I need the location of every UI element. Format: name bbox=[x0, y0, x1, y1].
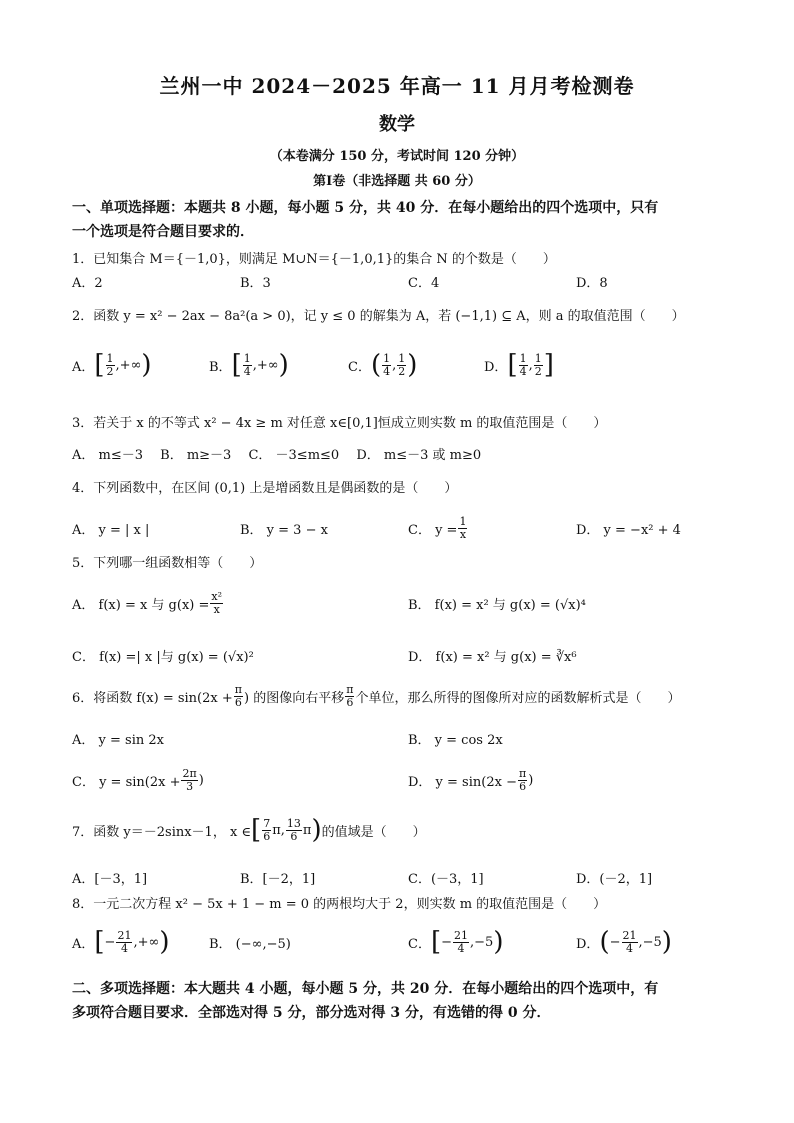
q6-stem-mid: ) 的图像向右平移 bbox=[243, 690, 345, 706]
q8-option-c bbox=[408, 922, 503, 962]
q8-d-label: D． bbox=[576, 936, 600, 952]
comma: , bbox=[528, 357, 533, 373]
q4-stem: 4．下列函数中，在区间 (0,1) 上是增函数且是偶函数的是（ ） bbox=[72, 481, 458, 496]
bracket-left: [ bbox=[94, 350, 105, 380]
section2-line2: 多项符合题目要求．全部选对得 5 分，部分选对得 3 分，有选错的得 0 分． bbox=[72, 1005, 551, 1021]
minus: − bbox=[609, 934, 621, 950]
q7-option-c: C．(－3，1] bbox=[408, 871, 484, 887]
minus-five: ,−5 bbox=[638, 934, 662, 950]
q7-option-b: B．[－2，1] bbox=[240, 871, 316, 887]
comma: , bbox=[392, 357, 397, 373]
section1-line1: 一、单项选择题：本题共 8 小题，每小题 5 分，共 40 分．在每小题给出的四个选项中，只有 bbox=[72, 200, 659, 216]
section1-line2: 一个选项是符合题目要求的． bbox=[72, 224, 254, 240]
q4-option-d: D． y = −x² + 4 bbox=[576, 522, 681, 538]
q8-option-d bbox=[576, 922, 672, 962]
q2-d-label: D． bbox=[484, 359, 508, 375]
q1-option-d: D．8 bbox=[576, 275, 608, 291]
q8-options bbox=[72, 922, 732, 962]
paren-right: ) bbox=[278, 350, 289, 380]
fraction: $\frac{1}{2}$ bbox=[534, 351, 542, 378]
q6-c-post: ) bbox=[198, 772, 204, 788]
q5-option-a bbox=[72, 583, 224, 623]
fraction: $\frac{21}{4}$ bbox=[454, 928, 469, 955]
paren-left: ( bbox=[599, 927, 610, 957]
q6-options-row1 bbox=[72, 724, 732, 752]
q8-stem: 8．一元二次方程 x² − 5x + 1 − m = 0 的两根均大于 2，则实数 m 的取值范围是（ ） bbox=[72, 897, 607, 912]
q6-stem-post: 个单位，那么所得的图像所对应的函数解析式是（ ） bbox=[355, 690, 681, 706]
q4-option-a: A． y = | x | bbox=[72, 522, 150, 538]
q3-options: A． m≤－3 B． m≥－3 C． －3≤m≤0 D． m≤－3 或 m≥0 bbox=[72, 448, 482, 463]
bracket-left: [ bbox=[507, 350, 518, 380]
q4-option-c bbox=[408, 508, 468, 548]
q5-stem: 5．下列哪一组函数相等（ ） bbox=[72, 556, 263, 571]
q7-stem-text bbox=[72, 810, 426, 850]
subject-title: 数学 bbox=[379, 114, 415, 135]
fraction: $\frac{\pi}{6}$ bbox=[346, 682, 354, 709]
q2-option-b bbox=[209, 345, 289, 385]
q5-a-prefix: A． f(x) = x 与 g(x) = bbox=[72, 597, 210, 613]
q2-c-label: C． bbox=[348, 359, 371, 375]
fraction: $\frac{13}{6}$ bbox=[286, 816, 301, 843]
fraction: $\frac{21}{4}$ bbox=[622, 928, 637, 955]
q5-options-row1 bbox=[72, 583, 732, 623]
q5-options-row2 bbox=[72, 637, 732, 673]
pi: π bbox=[302, 822, 312, 838]
q5-option-d: D． f(x) = x² 与 g(x) = ∛x⁶ bbox=[408, 649, 577, 665]
fraction: $\frac{\pi}{6}$ bbox=[518, 766, 527, 793]
q7-option-d: D．(－2，1] bbox=[576, 871, 653, 887]
q2-stem: 2．函数 y = x² − 2ax − 8a²(a > 0)，记 y ≤ 0 的解集为 A，若 (−1,1) ⊆ A，则 a 的取值范围（ ） bbox=[72, 309, 685, 324]
q6-stem-text bbox=[72, 678, 680, 714]
bracket-left: [ bbox=[231, 350, 242, 380]
infinity: ,+∞ bbox=[115, 357, 142, 373]
q4-option-b: B． y = 3 − x bbox=[240, 522, 328, 538]
exam-title: 兰州一中 2024－2025 年高一 11 月月考检测卷 bbox=[159, 74, 635, 98]
section2-heading bbox=[72, 977, 732, 1025]
fraction: $\frac{1}{2}$ bbox=[398, 351, 406, 378]
q6-options-row2 bbox=[72, 760, 732, 800]
paren-right: ) bbox=[141, 350, 152, 380]
q8-a-label: A． bbox=[72, 936, 95, 952]
q1-option-c: C．4 bbox=[408, 275, 440, 291]
fraction: $\frac{1}{2}$ bbox=[106, 351, 114, 378]
q8-option-a bbox=[72, 922, 169, 962]
q4-options bbox=[72, 508, 732, 548]
q1-options bbox=[72, 270, 732, 292]
infinity: ,+∞ bbox=[252, 357, 279, 373]
paren-right: ) bbox=[159, 927, 170, 957]
paren-right: ) bbox=[407, 350, 418, 380]
q2-a-label: A． bbox=[72, 359, 95, 375]
q2-option-d bbox=[484, 345, 554, 385]
infinity: ,+∞ bbox=[133, 934, 160, 950]
q6-stem bbox=[72, 678, 732, 714]
q1-option-a: A．2 bbox=[72, 275, 103, 291]
paren-right: ) bbox=[311, 815, 322, 845]
minus: − bbox=[104, 934, 116, 950]
q6-c-pre: C． y = sin(2x + bbox=[72, 774, 181, 790]
fraction: $\frac{21}{4}$ bbox=[117, 928, 132, 955]
fraction: $\frac{7}{6}$ bbox=[263, 816, 271, 843]
fraction: $\frac{1}{4}$ bbox=[243, 351, 251, 378]
bracket-left: [ bbox=[430, 927, 442, 957]
q6-option-a: A． y = sin 2x bbox=[72, 732, 164, 748]
q8-c-label: C． bbox=[408, 936, 431, 952]
q2-b-label: B． bbox=[209, 359, 232, 375]
q1-option-b: B．3 bbox=[240, 275, 271, 291]
q6-d-post: ) bbox=[528, 772, 534, 788]
q6-d-pre: D． y = sin(2x − bbox=[408, 774, 517, 790]
bracket-right: ] bbox=[543, 350, 554, 380]
part-title: 第Ⅰ卷（非选择题 共 60 分） bbox=[313, 174, 481, 189]
q4-c-prefix: C． y = bbox=[408, 522, 458, 538]
q1-stem: 1．已知集合 M＝{－1,0}，则满足 M∪N＝{－1,0,1}的集合 N 的个数是（ ） bbox=[72, 252, 556, 267]
q6-option-c bbox=[72, 760, 204, 800]
section1-heading bbox=[72, 196, 732, 244]
q5-option-c: C． f(x) =| x |与 g(x) = (√x)² bbox=[72, 649, 254, 665]
q6-stem-pre: 6．将函数 f(x) = sin(2x + bbox=[72, 690, 233, 706]
fraction: $\frac{\text{x²}}{x}$ bbox=[211, 589, 223, 616]
fraction: $\frac{1}{4}$ bbox=[383, 351, 391, 378]
paren-right: ) bbox=[493, 927, 504, 957]
q2-option-a bbox=[72, 345, 152, 385]
comma: , bbox=[280, 822, 285, 838]
exam-note: （本卷满分 150 分，考试时间 120 分钟） bbox=[269, 149, 525, 164]
paren-left: ( bbox=[370, 350, 382, 380]
q7-stem-post: 的值域是（ ） bbox=[321, 824, 426, 840]
section2-line1: 二、多项选择题：本大题共 4 小题，每小题 5 分，共 20 分．在每小题给出的四个选项中，有 bbox=[72, 981, 659, 997]
minus-five: ,−5 bbox=[470, 934, 494, 950]
q6-option-d bbox=[408, 760, 533, 800]
q6-option-b: B． y = cos 2x bbox=[408, 732, 503, 748]
bracket-left: [ bbox=[94, 927, 105, 957]
q2-options bbox=[72, 345, 732, 385]
bracket-left: [ bbox=[251, 815, 262, 845]
paren-right: ) bbox=[661, 927, 672, 957]
fraction: $\frac{2\pi}{3}$ bbox=[182, 766, 197, 793]
minus: − bbox=[441, 934, 453, 950]
q7-options bbox=[72, 866, 732, 888]
fraction: $\frac{\pi}{6}$ bbox=[234, 682, 242, 709]
q5-option-b: B． f(x) = x² 与 g(x) = (√x)⁴ bbox=[408, 597, 586, 613]
q7-stem bbox=[72, 810, 732, 850]
q8-option-b: B． (−∞,−5) bbox=[209, 936, 291, 952]
fraction: $\frac{1}{4}$ bbox=[519, 351, 527, 378]
fraction: $\frac{1}{x}$ bbox=[459, 514, 467, 541]
q3-stem: 3．若关于 x 的不等式 x² − 4x ≥ m 对任意 x∈[0,1]恒成立则实数 m 的取值范围是（ ） bbox=[72, 416, 607, 431]
q7-option-a: A．[－3，1] bbox=[72, 871, 148, 887]
pi: π bbox=[272, 822, 281, 838]
q7-stem-pre: 7．函数 y＝－2sinx－1， x ∈ bbox=[72, 824, 252, 840]
q2-option-c bbox=[348, 345, 417, 385]
